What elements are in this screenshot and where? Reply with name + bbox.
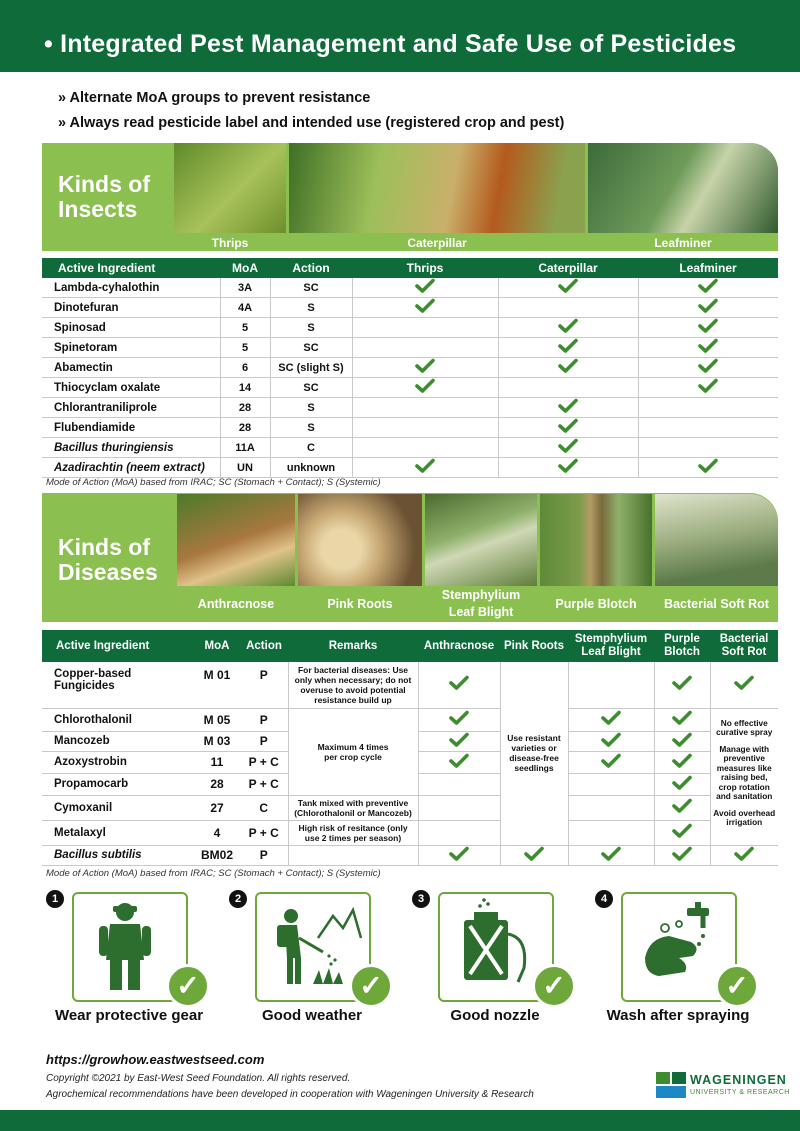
insect-row [42,398,778,418]
caterpillar-check-cell [498,438,638,458]
thrips-check-cell [352,298,498,318]
ingredient-cell: Azadirachtin (neem extract) [42,458,220,478]
check-icon [449,753,469,772]
ingredient-cell: Chlorothalonil [42,708,194,731]
caption-leafminer: Leafminer [654,236,712,250]
insect-row [42,418,778,438]
action-cell: SC [270,338,352,358]
ingredient-cell: Azoxystrobin [42,751,194,773]
tip-read-label: » Always read pesticide label and intended use (registered crop and pest) [58,115,565,131]
dcol-action: Action [240,630,288,662]
tip-alternate-moa: » Alternate MoA groups to prevent resistance [58,90,371,106]
safety-tip-label: Good weather [261,1007,362,1024]
stemphylium-check-cell [568,820,654,845]
check-icon [672,798,692,817]
ingredient-cell: Chlorantraniliprole [42,398,220,418]
insects-section-label [58,172,150,222]
insect-row [42,278,778,298]
check-icon [698,358,718,377]
check-icon [558,398,578,417]
thrips-check-cell [352,358,498,378]
check-icon [698,378,718,397]
stemphylium-check-cell [568,708,654,731]
check-icon [672,710,692,729]
check-icon [558,318,578,337]
purple-blotch-check-cell [654,731,710,751]
footer-cooperation: Agrochemical recommendations have been developed in cooperation with Wageningen University & Research [46,1089,534,1100]
leafminer-check-cell [638,278,778,298]
diseases-table [42,630,778,866]
moa-cell: 28 [220,398,270,418]
check-icon [698,458,718,477]
pink-roots-note: Use resistant varieties or disease-free seedlings [507,733,561,774]
remark-max-times: Maximum 4 times per crop cycle [317,741,389,762]
diseases-table-body [42,662,778,865]
caption-stemphylium [425,586,537,622]
dcol-anthracnose: Anthracnose [418,630,500,662]
anthracnose-photo [177,494,295,586]
safety-tip-label: Wear protective gear [54,1007,204,1024]
ingredient-cell: Dinotefuran [42,298,220,318]
ingredient-cell: Propamocarb [42,773,194,795]
action-cell: P [240,662,288,708]
check-icon [449,675,469,694]
insect-row [42,458,778,478]
anthracnose-check-cell [418,773,500,795]
check-icon [698,298,718,317]
insect-row [42,378,778,398]
thrips-check-cell [352,418,498,438]
soft-rot-check-cell [710,662,778,708]
action-cell: C [240,795,288,820]
col-action: Action [270,258,352,278]
anthracnose-check-cell [418,662,500,708]
leafminer-check-cell [638,378,778,398]
action-cell: P [240,731,288,751]
check-icon [415,378,435,397]
check-icon [558,278,578,297]
ingredient-cell: Mancozeb [42,731,194,751]
caption-thrips: Thrips [211,236,249,250]
insect-row [42,438,778,458]
check-icon [601,846,621,865]
action-cell: unknown [270,458,352,478]
stemphylium-check-cell [568,845,654,865]
footer-copyright: Copyright ©2021 by East-West Seed Foundation. All rights reserved. [46,1073,351,1084]
remarks-cell [288,708,418,795]
check-circle-icon: ✓ [715,964,759,1008]
action-cell: P + C [240,773,288,795]
check-icon [601,732,621,751]
leafminer-check-cell [638,418,778,438]
check-icon [449,710,469,729]
ingredient-cell: Flubendiamide [42,418,220,438]
wageningen-logo-sub: UNIVERSITY & RESEARCH [690,1089,790,1096]
action-cell: P + C [240,751,288,773]
ingredient-cell: Spinosad [42,318,220,338]
purple-blotch-check-cell [654,708,710,731]
safety-tip-label: Good nozzle [450,1007,540,1024]
purple-blotch-check-cell [654,751,710,773]
caption-soft-rot: Bacterial Soft Rot [664,596,769,611]
page-title: • Integrated Pest Management and Safe Use of Pesticides [44,30,737,58]
ingredient-cell: Abamectin [42,358,220,378]
caterpillar-check-cell [498,418,638,438]
protective-gear-icon [80,898,170,999]
check-icon [415,358,435,377]
check-icon [672,675,692,694]
check-circle-icon: ✓ [349,964,393,1008]
caption-purple-blotch: Purple Blotch [555,596,637,611]
header-bar [0,0,800,72]
dcol-remarks: Remarks [288,630,418,662]
ingredient-cell: Spinetoram [42,338,220,358]
remarks-cell: Tank mixed with preventive (Chlorothalonil or Mancozeb) [288,795,418,820]
thrips-photo [174,143,286,233]
footer-url[interactable]: https://growhow.eastwestseed.com [46,1052,265,1067]
dcol-active-ingredient: Active Ingredient [42,630,194,662]
thrips-check-cell [352,398,498,418]
leafminer-photo [588,143,778,233]
stemphylium-check-cell [568,795,654,820]
stemphylium-check-cell [568,773,654,795]
diseases-section-label [58,535,158,585]
insects-note: Mode of Action (MoA) based from IRAC; SC (Stomach + Contact); S (Systemic) [46,477,381,488]
caption-stemphylium-text: Stemphylium Leaf Blight [441,588,521,619]
remarks-cell: For bacterial diseases: Use only when necessary; do not overuse to avoid potential resistance build up [288,662,418,708]
diseases-label-line1: Kinds of [58,534,150,560]
insect-row [42,358,778,378]
anthracnose-check-cell [418,820,500,845]
check-icon [734,846,754,865]
step-number: 2 [229,890,247,908]
action-cell: S [270,418,352,438]
check-icon [672,846,692,865]
caterpillar-check-cell [498,338,638,358]
ingredient-cell: Cymoxanil [42,795,194,820]
moa-cell: 28 [194,773,240,795]
safety-tip-label: Wash after spraying [606,1007,750,1024]
check-icon [672,753,692,772]
dcol-soft-rot: Bacterial Soft Rot [710,630,778,662]
caption-caterpillar: Caterpillar [407,236,467,250]
thrips-check-cell [352,338,498,358]
check-icon [558,358,578,377]
check-icon [601,753,621,772]
action-cell: S [270,398,352,418]
caterpillar-check-cell [498,318,638,338]
moa-cell: 5 [220,318,270,338]
caterpillar-check-cell [498,458,638,478]
action-cell: S [270,318,352,338]
check-icon [734,675,754,694]
soft-rot-note: Avoid overhead irrigation [713,807,776,827]
moa-cell: 3A [220,278,270,298]
check-icon [449,732,469,751]
stemphylium-check-cell [568,751,654,773]
insects-table-header [42,258,778,278]
moa-cell: 6 [220,358,270,378]
moa-cell: 28 [220,418,270,438]
action-cell: SC [270,278,352,298]
check-icon [672,775,692,794]
moa-cell: 4 [194,820,240,845]
check-icon [698,278,718,297]
soft-rot-notes-cell [710,708,778,845]
leafminer-check-cell [638,318,778,338]
step-number: 3 [412,890,430,908]
ingredient-cell: Bacillus thuringiensis [42,438,220,458]
hand-wash-icon [629,898,729,999]
insect-row [42,298,778,318]
dcol-moa: MoA [194,630,240,662]
stemphylium-check-cell [568,731,654,751]
caterpillar-check-cell [498,298,638,318]
dcol-purple-blotch: Purple Blotch [654,630,710,662]
disease-row [42,662,778,708]
soft-rot-photo [655,494,778,586]
check-circle-icon: ✓ [532,964,576,1008]
leafminer-check-cell [638,398,778,418]
anthracnose-check-cell [418,845,500,865]
moa-cell: 27 [194,795,240,820]
check-icon [415,298,435,317]
tips-list [58,86,564,136]
moa-cell: BM02 [194,845,240,865]
action-cell: P + C [240,820,288,845]
anthracnose-check-cell [418,751,500,773]
col-active-ingredient: Active Ingredient [42,258,220,278]
leafminer-check-cell [638,338,778,358]
remarks-cell: High risk of resitance (only use 2 times per season) [288,820,418,845]
insects-table [42,258,778,478]
check-icon [558,458,578,477]
ingredient-cell: Lambda-cyhalothin [42,278,220,298]
ingredient-cell: Thiocyclam oxalate [42,378,220,398]
caterpillar-check-cell [498,398,638,418]
caterpillar-check-cell [498,358,638,378]
check-icon [558,338,578,357]
anthracnose-check-cell [418,795,500,820]
moa-cell: UN [220,458,270,478]
col-caterpillar: Caterpillar [498,258,638,278]
stemphylium-check-cell [568,662,654,708]
anthracnose-check-cell [418,731,500,751]
caterpillar-photo [289,143,585,233]
diseases-note: Mode of Action (MoA) based from IRAC; SC (Stomach + Contact); S (Systemic) [46,868,381,879]
dcol-pink-roots: Pink Roots [500,630,568,662]
purple-blotch-photo [540,494,652,586]
bottom-bar [0,1110,800,1131]
moa-cell: M 05 [194,708,240,731]
ingredient-cell: Copper-based Fungicides [42,662,194,708]
thrips-check-cell [352,458,498,478]
leafminer-check-cell [638,298,778,318]
step-number: 4 [595,890,613,908]
check-icon [415,458,435,477]
caption-anthracnose: Anthracnose [197,596,275,611]
dcol-stemphylium: Stemphylium Leaf Blight [568,630,654,662]
diseases-label-line2: Diseases [58,559,158,585]
col-moa: MoA [220,258,270,278]
soft-rot-check-cell [710,845,778,865]
insect-row [42,338,778,358]
moa-cell: M 01 [194,662,240,708]
check-icon [524,846,544,865]
disease-row [42,820,778,845]
action-cell: C [270,438,352,458]
leafminer-check-cell [638,438,778,458]
leafminer-check-cell [638,358,778,378]
purple-blotch-check-cell [654,773,710,795]
check-icon [698,318,718,337]
pink-roots-cell [500,662,568,845]
thrips-check-cell [352,318,498,338]
leafminer-check-cell [638,458,778,478]
stemphylium-photo [425,494,537,586]
moa-cell: 4A [220,298,270,318]
remarks-cell [288,845,418,865]
check-icon [601,710,621,729]
caption-pink-roots: Pink Roots [327,596,393,611]
check-icon [558,438,578,457]
disease-row [42,708,778,731]
check-icon [449,846,469,865]
action-cell: S [270,298,352,318]
caterpillar-check-cell [498,278,638,298]
action-cell: SC (slight S) [270,358,352,378]
soft-rot-note: Manage with preventive measures like raising bed, crop rotation and sanitation [716,743,773,801]
pink-roots-check-cell [500,845,568,865]
action-cell: P [240,708,288,731]
wageningen-logo-name: WAGENINGEN [690,1073,787,1087]
check-icon [558,418,578,437]
moa-cell: 11 [194,751,240,773]
weather-sprayer-icon [263,898,363,999]
soft-rot-note: No effective curative spray [716,717,773,737]
ingredient-cell: Metalaxyl [42,820,194,845]
thrips-check-cell [352,378,498,398]
diseases-table-header [42,630,778,662]
purple-blotch-check-cell [654,662,710,708]
disease-row [42,795,778,820]
insects-label-line2: Insects [58,196,138,222]
thrips-check-cell [352,438,498,458]
action-cell: P [240,845,288,865]
nozzle-tank-icon [446,898,536,999]
anthracnose-check-cell [418,708,500,731]
thrips-check-cell [352,278,498,298]
check-icon [415,278,435,297]
check-icon [672,823,692,842]
disease-row [42,845,778,865]
step-number: 1 [46,890,64,908]
moa-cell: 14 [220,378,270,398]
purple-blotch-check-cell [654,845,710,865]
purple-blotch-check-cell [654,795,710,820]
caterpillar-check-cell [498,378,638,398]
insects-table-body [42,278,778,478]
pink-roots-photo [298,494,422,586]
col-thrips: Thrips [352,258,498,278]
check-icon [672,732,692,751]
action-cell: SC [270,378,352,398]
check-circle-icon: ✓ [166,964,210,1008]
insect-row [42,318,778,338]
check-icon [698,338,718,357]
col-leafminer: Leafminer [638,258,778,278]
moa-cell: M 03 [194,731,240,751]
moa-cell: 5 [220,338,270,358]
wageningen-logo-icon [656,1072,686,1098]
ingredient-cell: Bacillus subtilis [42,845,194,865]
moa-cell: 11A [220,438,270,458]
insects-label-line1: Kinds of [58,171,150,197]
purple-blotch-check-cell [654,820,710,845]
